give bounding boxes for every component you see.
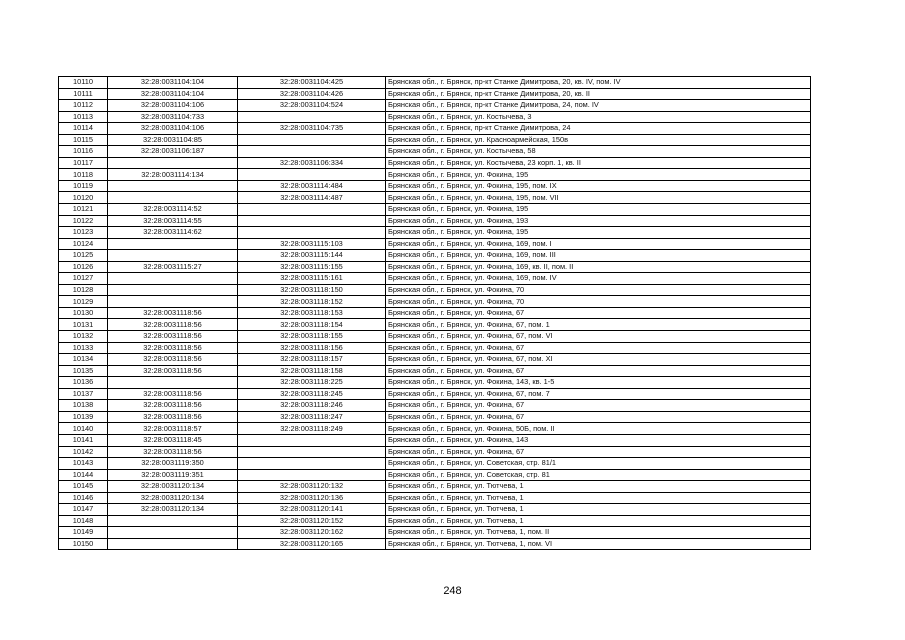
row-number-cell: 10119 <box>59 180 108 192</box>
object-number-cell: 32:28:0031120:152 <box>238 515 386 527</box>
address-cell: Брянская обл., г. Брянск, ул. Фокина, 193 <box>386 215 811 227</box>
table-row <box>59 307 811 319</box>
address-cell: Брянская обл., г. Брянск, ул. Фокина, 169, пом. IV <box>386 273 811 285</box>
object-number-cell: 32:28:0031104:425 <box>238 77 386 89</box>
object-number-cell <box>238 146 386 158</box>
table-row <box>59 434 811 446</box>
parcel-number-cell: 32:28:0031118:56 <box>108 446 238 458</box>
table-row <box>59 527 811 539</box>
address-cell: Брянская обл., г. Брянск, ул. Фокина, 143, кв. 1-5 <box>386 377 811 389</box>
parcel-number-cell: 32:28:0031104:106 <box>108 123 238 135</box>
row-number-cell: 10135 <box>59 365 108 377</box>
parcel-number-cell <box>108 250 238 262</box>
row-number-cell: 10147 <box>59 504 108 516</box>
table-row <box>59 296 811 308</box>
address-cell: Брянская обл., г. Брянск, ул. Фокина, 67, пом. 1 <box>386 319 811 331</box>
address-cell: Брянская обл., г. Брянск, ул. Фокина, 169, пом. I <box>386 238 811 250</box>
address-cell: Брянская обл., г. Брянск, ул. Тютчева, 1, пом. VI <box>386 538 811 550</box>
address-cell: Брянская обл., г. Брянск, ул. Фокина, 195 <box>386 204 811 216</box>
object-number-cell: 32:28:0031118:249 <box>238 423 386 435</box>
address-cell: Брянская обл., г. Брянск, ул. Фокина, 67 <box>386 411 811 423</box>
row-number-cell: 10115 <box>59 134 108 146</box>
row-number-cell: 10116 <box>59 146 108 158</box>
object-number-cell: 32:28:0031118:154 <box>238 319 386 331</box>
row-number-cell: 10118 <box>59 169 108 181</box>
row-number-cell: 10111 <box>59 88 108 100</box>
object-number-cell: 32:28:0031104:524 <box>238 100 386 112</box>
object-number-cell: 32:28:0031115:103 <box>238 238 386 250</box>
table-row <box>59 284 811 296</box>
table-row <box>59 88 811 100</box>
parcel-number-cell: 32:28:0031104:733 <box>108 111 238 123</box>
parcel-number-cell: 32:28:0031118:56 <box>108 388 238 400</box>
table-row <box>59 492 811 504</box>
parcel-number-cell <box>108 538 238 550</box>
row-number-cell: 10141 <box>59 434 108 446</box>
row-number-cell: 10132 <box>59 331 108 343</box>
object-number-cell: 32:28:0031120:132 <box>238 481 386 493</box>
registry-table <box>58 76 811 550</box>
parcel-number-cell: 32:28:0031118:56 <box>108 400 238 412</box>
table-row <box>59 411 811 423</box>
object-number-cell <box>238 434 386 446</box>
table-row <box>59 377 811 389</box>
address-cell: Брянская обл., г. Брянск, ул. Фокина, 143 <box>386 434 811 446</box>
object-number-cell: 32:28:0031118:246 <box>238 400 386 412</box>
address-cell: Брянская обл., г. Брянск, ул. Советская, стр. 81/1 <box>386 458 811 470</box>
table-row <box>59 227 811 239</box>
row-number-cell: 10150 <box>59 538 108 550</box>
table-row <box>59 111 811 123</box>
row-number-cell: 10123 <box>59 227 108 239</box>
row-number-cell: 10122 <box>59 215 108 227</box>
address-cell: Брянская обл., г. Брянск, ул. Тютчева, 1 <box>386 492 811 504</box>
address-cell: Брянская обл., г. Брянск, ул. Фокина, 67 <box>386 342 811 354</box>
row-number-cell: 10128 <box>59 284 108 296</box>
parcel-number-cell: 32:28:0031118:56 <box>108 411 238 423</box>
address-cell: Брянская обл., г. Брянск, ул. Тютчева, 1 <box>386 481 811 493</box>
address-cell: Брянская обл., г. Брянск, ул. Фокина, 67, пом. 7 <box>386 388 811 400</box>
object-number-cell: 32:28:0031118:157 <box>238 354 386 366</box>
parcel-number-cell: 32:28:0031118:56 <box>108 331 238 343</box>
row-number-cell: 10113 <box>59 111 108 123</box>
row-number-cell: 10126 <box>59 261 108 273</box>
parcel-number-cell: 32:28:0031120:134 <box>108 481 238 493</box>
address-cell: Брянская обл., г. Брянск, ул. Фокина, 67, пом. XI <box>386 354 811 366</box>
parcel-number-cell: 32:28:0031106:187 <box>108 146 238 158</box>
address-cell: Брянская обл., г. Брянск, ул. Фокина, 67 <box>386 446 811 458</box>
parcel-number-cell <box>108 180 238 192</box>
parcel-number-cell: 32:28:0031119:350 <box>108 458 238 470</box>
address-cell: Брянская обл., г. Брянск, ул. Фокина, 70 <box>386 284 811 296</box>
address-cell: Брянская обл., г. Брянск, ул. Фокина, 67 <box>386 400 811 412</box>
row-number-cell: 10148 <box>59 515 108 527</box>
table-row <box>59 134 811 146</box>
object-number-cell <box>238 111 386 123</box>
object-number-cell <box>238 227 386 239</box>
parcel-number-cell: 32:28:0031114:52 <box>108 204 238 216</box>
row-number-cell: 10143 <box>59 458 108 470</box>
parcel-number-cell: 32:28:0031118:56 <box>108 365 238 377</box>
row-number-cell: 10139 <box>59 411 108 423</box>
address-cell: Брянская обл., г. Брянск, ул. Тютчева, 1, пом. II <box>386 527 811 539</box>
parcel-number-cell: 32:28:0031120:134 <box>108 504 238 516</box>
table-row <box>59 238 811 250</box>
parcel-number-cell: 32:28:0031115:27 <box>108 261 238 273</box>
table-row <box>59 146 811 158</box>
page-number: 248 <box>443 585 462 597</box>
row-number-cell: 10114 <box>59 123 108 135</box>
address-cell: Брянская обл., г. Брянск, ул. Фокина, 67, пом. VI <box>386 331 811 343</box>
address-cell: Брянская обл., г. Брянск, ул. Фокина, 67 <box>386 365 811 377</box>
object-number-cell: 32:28:0031118:155 <box>238 331 386 343</box>
table-row <box>59 157 811 169</box>
object-number-cell: 32:28:0031115:161 <box>238 273 386 285</box>
parcel-number-cell: 32:28:0031118:57 <box>108 423 238 435</box>
object-number-cell: 32:28:0031104:735 <box>238 123 386 135</box>
table-row <box>59 180 811 192</box>
object-number-cell <box>238 215 386 227</box>
object-number-cell <box>238 446 386 458</box>
object-number-cell: 32:28:0031120:162 <box>238 527 386 539</box>
object-number-cell: 32:28:0031118:245 <box>238 388 386 400</box>
object-number-cell: 32:28:0031120:141 <box>238 504 386 516</box>
object-number-cell: 32:28:0031120:165 <box>238 538 386 550</box>
parcel-number-cell: 32:28:0031118:56 <box>108 342 238 354</box>
table-row <box>59 481 811 493</box>
parcel-number-cell <box>108 238 238 250</box>
parcel-number-cell: 32:28:0031104:85 <box>108 134 238 146</box>
table-row <box>59 192 811 204</box>
table-row <box>59 469 811 481</box>
object-number-cell <box>238 204 386 216</box>
address-cell: Брянская обл., г. Брянск, ул. Фокина, 195 <box>386 227 811 239</box>
table-row <box>59 250 811 262</box>
parcel-number-cell <box>108 273 238 285</box>
parcel-number-cell <box>108 377 238 389</box>
address-cell: Брянская обл., г. Брянск, ул. Фокина, 70 <box>386 296 811 308</box>
parcel-number-cell: 32:28:0031118:45 <box>108 434 238 446</box>
row-number-cell: 10149 <box>59 527 108 539</box>
object-number-cell <box>238 458 386 470</box>
address-cell: Брянская обл., г. Брянск, ул. Фокина, 195, пом. VII <box>386 192 811 204</box>
registry-table-body <box>59 77 811 550</box>
row-number-cell: 10144 <box>59 469 108 481</box>
address-cell: Брянская обл., г. Брянск, ул. Фокина, 169, кв. II, пом. II <box>386 261 811 273</box>
row-number-cell: 10131 <box>59 319 108 331</box>
address-cell: Брянская обл., г. Брянск, ул. Тютчева, 1 <box>386 515 811 527</box>
object-number-cell: 32:28:0031114:487 <box>238 192 386 204</box>
parcel-number-cell: 32:28:0031104:104 <box>108 88 238 100</box>
table-row <box>59 388 811 400</box>
row-number-cell: 10120 <box>59 192 108 204</box>
address-cell: Брянская обл., г. Брянск, пр-кт Станке Димитрова, 24 <box>386 123 811 135</box>
table-row <box>59 504 811 516</box>
table-row <box>59 77 811 89</box>
object-number-cell: 32:28:0031115:155 <box>238 261 386 273</box>
object-number-cell: 32:28:0031114:484 <box>238 180 386 192</box>
table-row <box>59 123 811 135</box>
table-row <box>59 319 811 331</box>
row-number-cell: 10138 <box>59 400 108 412</box>
object-number-cell: 32:28:0031104:426 <box>238 88 386 100</box>
table-row <box>59 354 811 366</box>
table-row <box>59 538 811 550</box>
parcel-number-cell: 32:28:0031114:134 <box>108 169 238 181</box>
object-number-cell: 32:28:0031120:136 <box>238 492 386 504</box>
object-number-cell: 32:28:0031118:156 <box>238 342 386 354</box>
address-cell: Брянская обл., г. Брянск, ул. Фокина, 195, пом. IX <box>386 180 811 192</box>
row-number-cell: 10110 <box>59 77 108 89</box>
parcel-number-cell <box>108 157 238 169</box>
address-cell: Брянская обл., г. Брянск, ул. Фокина, 169, пом. III <box>386 250 811 262</box>
parcel-number-cell: 32:28:0031118:56 <box>108 307 238 319</box>
address-cell: Брянская обл., г. Брянск, ул. Костычева, 23 корп. 1, кв. II <box>386 157 811 169</box>
parcel-number-cell <box>108 527 238 539</box>
object-number-cell: 32:28:0031118:150 <box>238 284 386 296</box>
address-cell: Брянская обл., г. Брянск, ул. Фокина, 50Б, пом. II <box>386 423 811 435</box>
address-cell: Брянская обл., г. Брянск, ул. Красноармейская, 150в <box>386 134 811 146</box>
object-number-cell: 32:28:0031115:144 <box>238 250 386 262</box>
row-number-cell: 10146 <box>59 492 108 504</box>
parcel-number-cell <box>108 192 238 204</box>
table-row <box>59 365 811 377</box>
address-cell: Брянская обл., г. Брянск, пр-кт Станке Димитрова, 24, пом. IV <box>386 100 811 112</box>
object-number-cell: 32:28:0031118:247 <box>238 411 386 423</box>
row-number-cell: 10133 <box>59 342 108 354</box>
row-number-cell: 10112 <box>59 100 108 112</box>
row-number-cell: 10134 <box>59 354 108 366</box>
row-number-cell: 10129 <box>59 296 108 308</box>
table-row <box>59 331 811 343</box>
row-number-cell: 10125 <box>59 250 108 262</box>
object-number-cell: 32:28:0031106:334 <box>238 157 386 169</box>
address-cell: Брянская обл., г. Брянск, ул. Фокина, 195 <box>386 169 811 181</box>
address-cell: Брянская обл., г. Брянск, пр-кт Станке Димитрова, 20, кв. IV, пом. IV <box>386 77 811 89</box>
parcel-number-cell: 32:28:0031118:56 <box>108 319 238 331</box>
parcel-number-cell: 32:28:0031104:104 <box>108 77 238 89</box>
object-number-cell <box>238 134 386 146</box>
table-row <box>59 458 811 470</box>
table-row <box>59 515 811 527</box>
parcel-number-cell: 32:28:0031104:106 <box>108 100 238 112</box>
address-cell: Брянская обл., г. Брянск, ул. Костычева, 3 <box>386 111 811 123</box>
row-number-cell: 10136 <box>59 377 108 389</box>
table-row <box>59 215 811 227</box>
parcel-number-cell <box>108 296 238 308</box>
table-row <box>59 423 811 435</box>
row-number-cell: 10142 <box>59 446 108 458</box>
row-number-cell: 10117 <box>59 157 108 169</box>
table-row <box>59 204 811 216</box>
object-number-cell <box>238 469 386 481</box>
table-row <box>59 169 811 181</box>
address-cell: Брянская обл., г. Брянск, ул. Тютчева, 1 <box>386 504 811 516</box>
row-number-cell: 10130 <box>59 307 108 319</box>
row-number-cell: 10137 <box>59 388 108 400</box>
address-cell: Брянская обл., г. Брянск, пр-кт Станке Димитрова, 20, кв. II <box>386 88 811 100</box>
row-number-cell: 10124 <box>59 238 108 250</box>
parcel-number-cell: 32:28:0031120:134 <box>108 492 238 504</box>
row-number-cell: 10121 <box>59 204 108 216</box>
parcel-number-cell <box>108 515 238 527</box>
table-row <box>59 342 811 354</box>
row-number-cell: 10145 <box>59 481 108 493</box>
row-number-cell: 10140 <box>59 423 108 435</box>
table-row <box>59 261 811 273</box>
table-row <box>59 100 811 112</box>
object-number-cell: 32:28:0031118:225 <box>238 377 386 389</box>
row-number-cell: 10127 <box>59 273 108 285</box>
object-number-cell <box>238 169 386 181</box>
table-row <box>59 273 811 285</box>
parcel-number-cell: 32:28:0031118:56 <box>108 354 238 366</box>
parcel-number-cell: 32:28:0031114:55 <box>108 215 238 227</box>
parcel-number-cell <box>108 284 238 296</box>
table-row <box>59 400 811 412</box>
object-number-cell: 32:28:0031118:152 <box>238 296 386 308</box>
address-cell: Брянская обл., г. Брянск, ул. Фокина, 67 <box>386 307 811 319</box>
address-cell: Брянская обл., г. Брянск, ул. Костычева, 58 <box>386 146 811 158</box>
address-cell: Брянская обл., г. Брянск, ул. Советская, стр. 81 <box>386 469 811 481</box>
object-number-cell: 32:28:0031118:153 <box>238 307 386 319</box>
parcel-number-cell: 32:28:0031114:62 <box>108 227 238 239</box>
parcel-number-cell: 32:28:0031119:351 <box>108 469 238 481</box>
table-row <box>59 446 811 458</box>
object-number-cell: 32:28:0031118:158 <box>238 365 386 377</box>
